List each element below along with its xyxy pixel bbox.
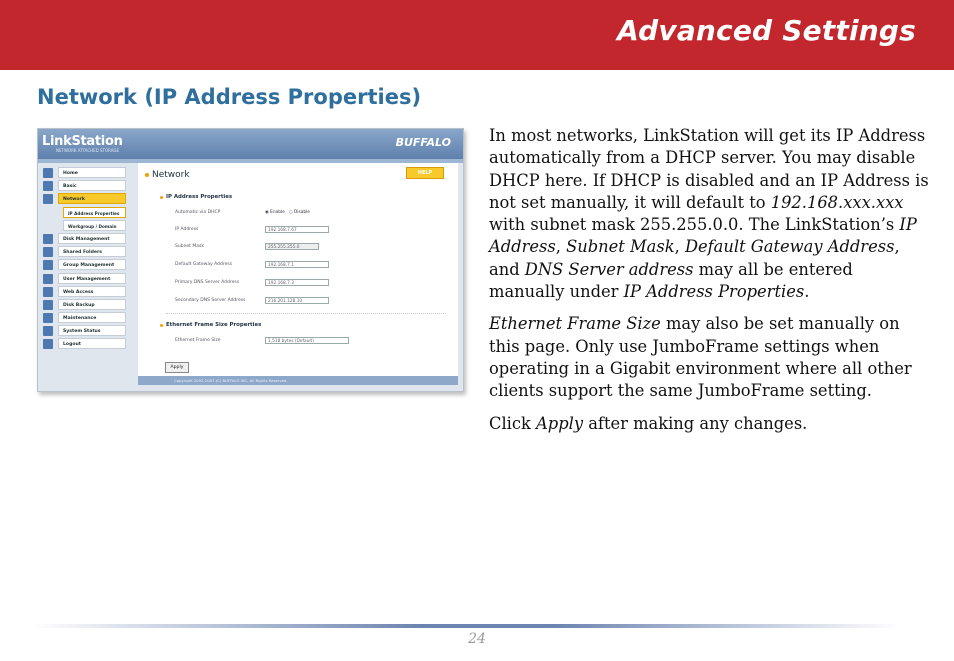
ethernet-section-heading: Ethernet Frame Size Properties (166, 322, 262, 328)
buffalo-logo: BUFFALO (395, 136, 451, 149)
ip-section-heading: IP Address Properties (166, 194, 233, 200)
nav-item-user-management[interactable]: User Management (43, 273, 129, 285)
subnet-mask-label: Subnet Mask (175, 244, 204, 249)
secondary-dns-field[interactable]: 216.201.128.10 (265, 297, 329, 304)
nav-item-home[interactable]: Home (43, 167, 129, 179)
linkstation-logo-subtitle: NETWORK ATTACHED STORAGE (56, 148, 120, 153)
screenshot-header (38, 129, 463, 159)
ip-address-label: IP Address (175, 227, 199, 232)
primary-dns-label: Primary DNS Server Address (175, 280, 240, 285)
screenshot-main-panel (138, 163, 458, 385)
section-divider (166, 313, 446, 314)
home-icon (43, 168, 53, 178)
nav-item-disk-management[interactable]: Disk Management (43, 233, 129, 245)
header-banner (0, 0, 954, 70)
basic-icon (43, 181, 53, 191)
help-button[interactable]: HELP (406, 167, 444, 179)
nav-item-system-status[interactable]: System Status (43, 325, 129, 337)
folder-icon (43, 247, 53, 257)
nav-item-logout[interactable]: Logout (43, 338, 129, 350)
group-icon (43, 260, 53, 270)
apply-button[interactable]: Apply (165, 362, 189, 373)
paragraph-dhcp: In most networks, LinkStation will get its IP Address automatically from a DHCP server. You may disable DHCP here. If DHCP is disabled and an IP Address is not set manually, it will default to 192.168.xxx.xxx with subnet mask 255.255.0.0. The LinkStation’s IP Address, Subnet Mask, Default Gateway Address, and DNS Server address may all be entered manually under IP Address Properties. (489, 126, 929, 302)
page-title: Advanced Settings (617, 14, 916, 47)
ethernet-frame-size-label: Ethernet Frame Size (175, 338, 221, 343)
status-icon (43, 326, 53, 336)
dhcp-disable-radio[interactable]: ○ Disable (288, 210, 310, 215)
ethernet-frame-size-select[interactable]: 1,518 bytes (Default) (265, 337, 349, 344)
footer-rule (30, 624, 900, 628)
paragraph-apply: Click Apply after making any changes. (489, 413, 808, 433)
dhcp-enable-radio[interactable]: ◉ Enable (265, 210, 285, 215)
nav-item-group-management[interactable]: Group Management (43, 259, 129, 271)
gateway-label: Default Gateway Address (175, 262, 233, 267)
disk-icon (43, 234, 53, 244)
backup-icon (43, 300, 53, 310)
section-title: Network (IP Address Properties) (37, 85, 422, 109)
page-number: 24 (468, 631, 486, 647)
body-text (489, 125, 929, 445)
nav-subitem-ip-address-properties[interactable]: IP Address Properties (43, 207, 129, 219)
user-icon (43, 274, 53, 284)
gateway-field[interactable]: 192.168.7.1 (265, 261, 329, 268)
linkstation-screenshot (37, 128, 464, 392)
paragraph-frame-size: Ethernet Frame Size may also be set manually on this page. Only use JumboFrame settings when operating in a Gigabit environment where all other clients support the same JumboFrame setting. (489, 314, 912, 401)
screenshot-sidebar (43, 167, 129, 352)
nav-item-shared-folders[interactable]: Shared Folders (43, 246, 129, 258)
network-icon (43, 194, 53, 204)
nav-item-network[interactable]: Network (43, 193, 129, 205)
nav-subitem-workgroup-domain[interactable]: Workgroup / Domain (43, 220, 129, 232)
nav-item-basic[interactable]: Basic (43, 180, 129, 192)
primary-dns-field[interactable]: 192.168.7.3 (265, 279, 329, 286)
nav-item-web-access[interactable]: Web Access (43, 286, 129, 298)
screenshot-copyright: Copyright 2002-2007 (C) BUFFALO INC. All Rights Reserved. (138, 376, 458, 385)
dhcp-radio-group (265, 210, 310, 215)
linkstation-logo: LinkStation (42, 134, 123, 149)
nav-item-maintenance[interactable]: Maintenance (43, 312, 129, 324)
secondary-dns-label: Secondary DNS Server Address (175, 298, 246, 303)
ip-address-field[interactable]: 192.168.7.67 (265, 226, 329, 233)
maintenance-icon (43, 313, 53, 323)
web-icon (43, 287, 53, 297)
dhcp-label: Automatic via DHCP (175, 210, 221, 215)
subnet-mask-select[interactable]: 255.255.255.0 (265, 243, 319, 250)
nav-item-disk-backup[interactable]: Disk Backup (43, 299, 129, 311)
network-heading: Network (152, 170, 190, 180)
logout-icon (43, 339, 53, 349)
